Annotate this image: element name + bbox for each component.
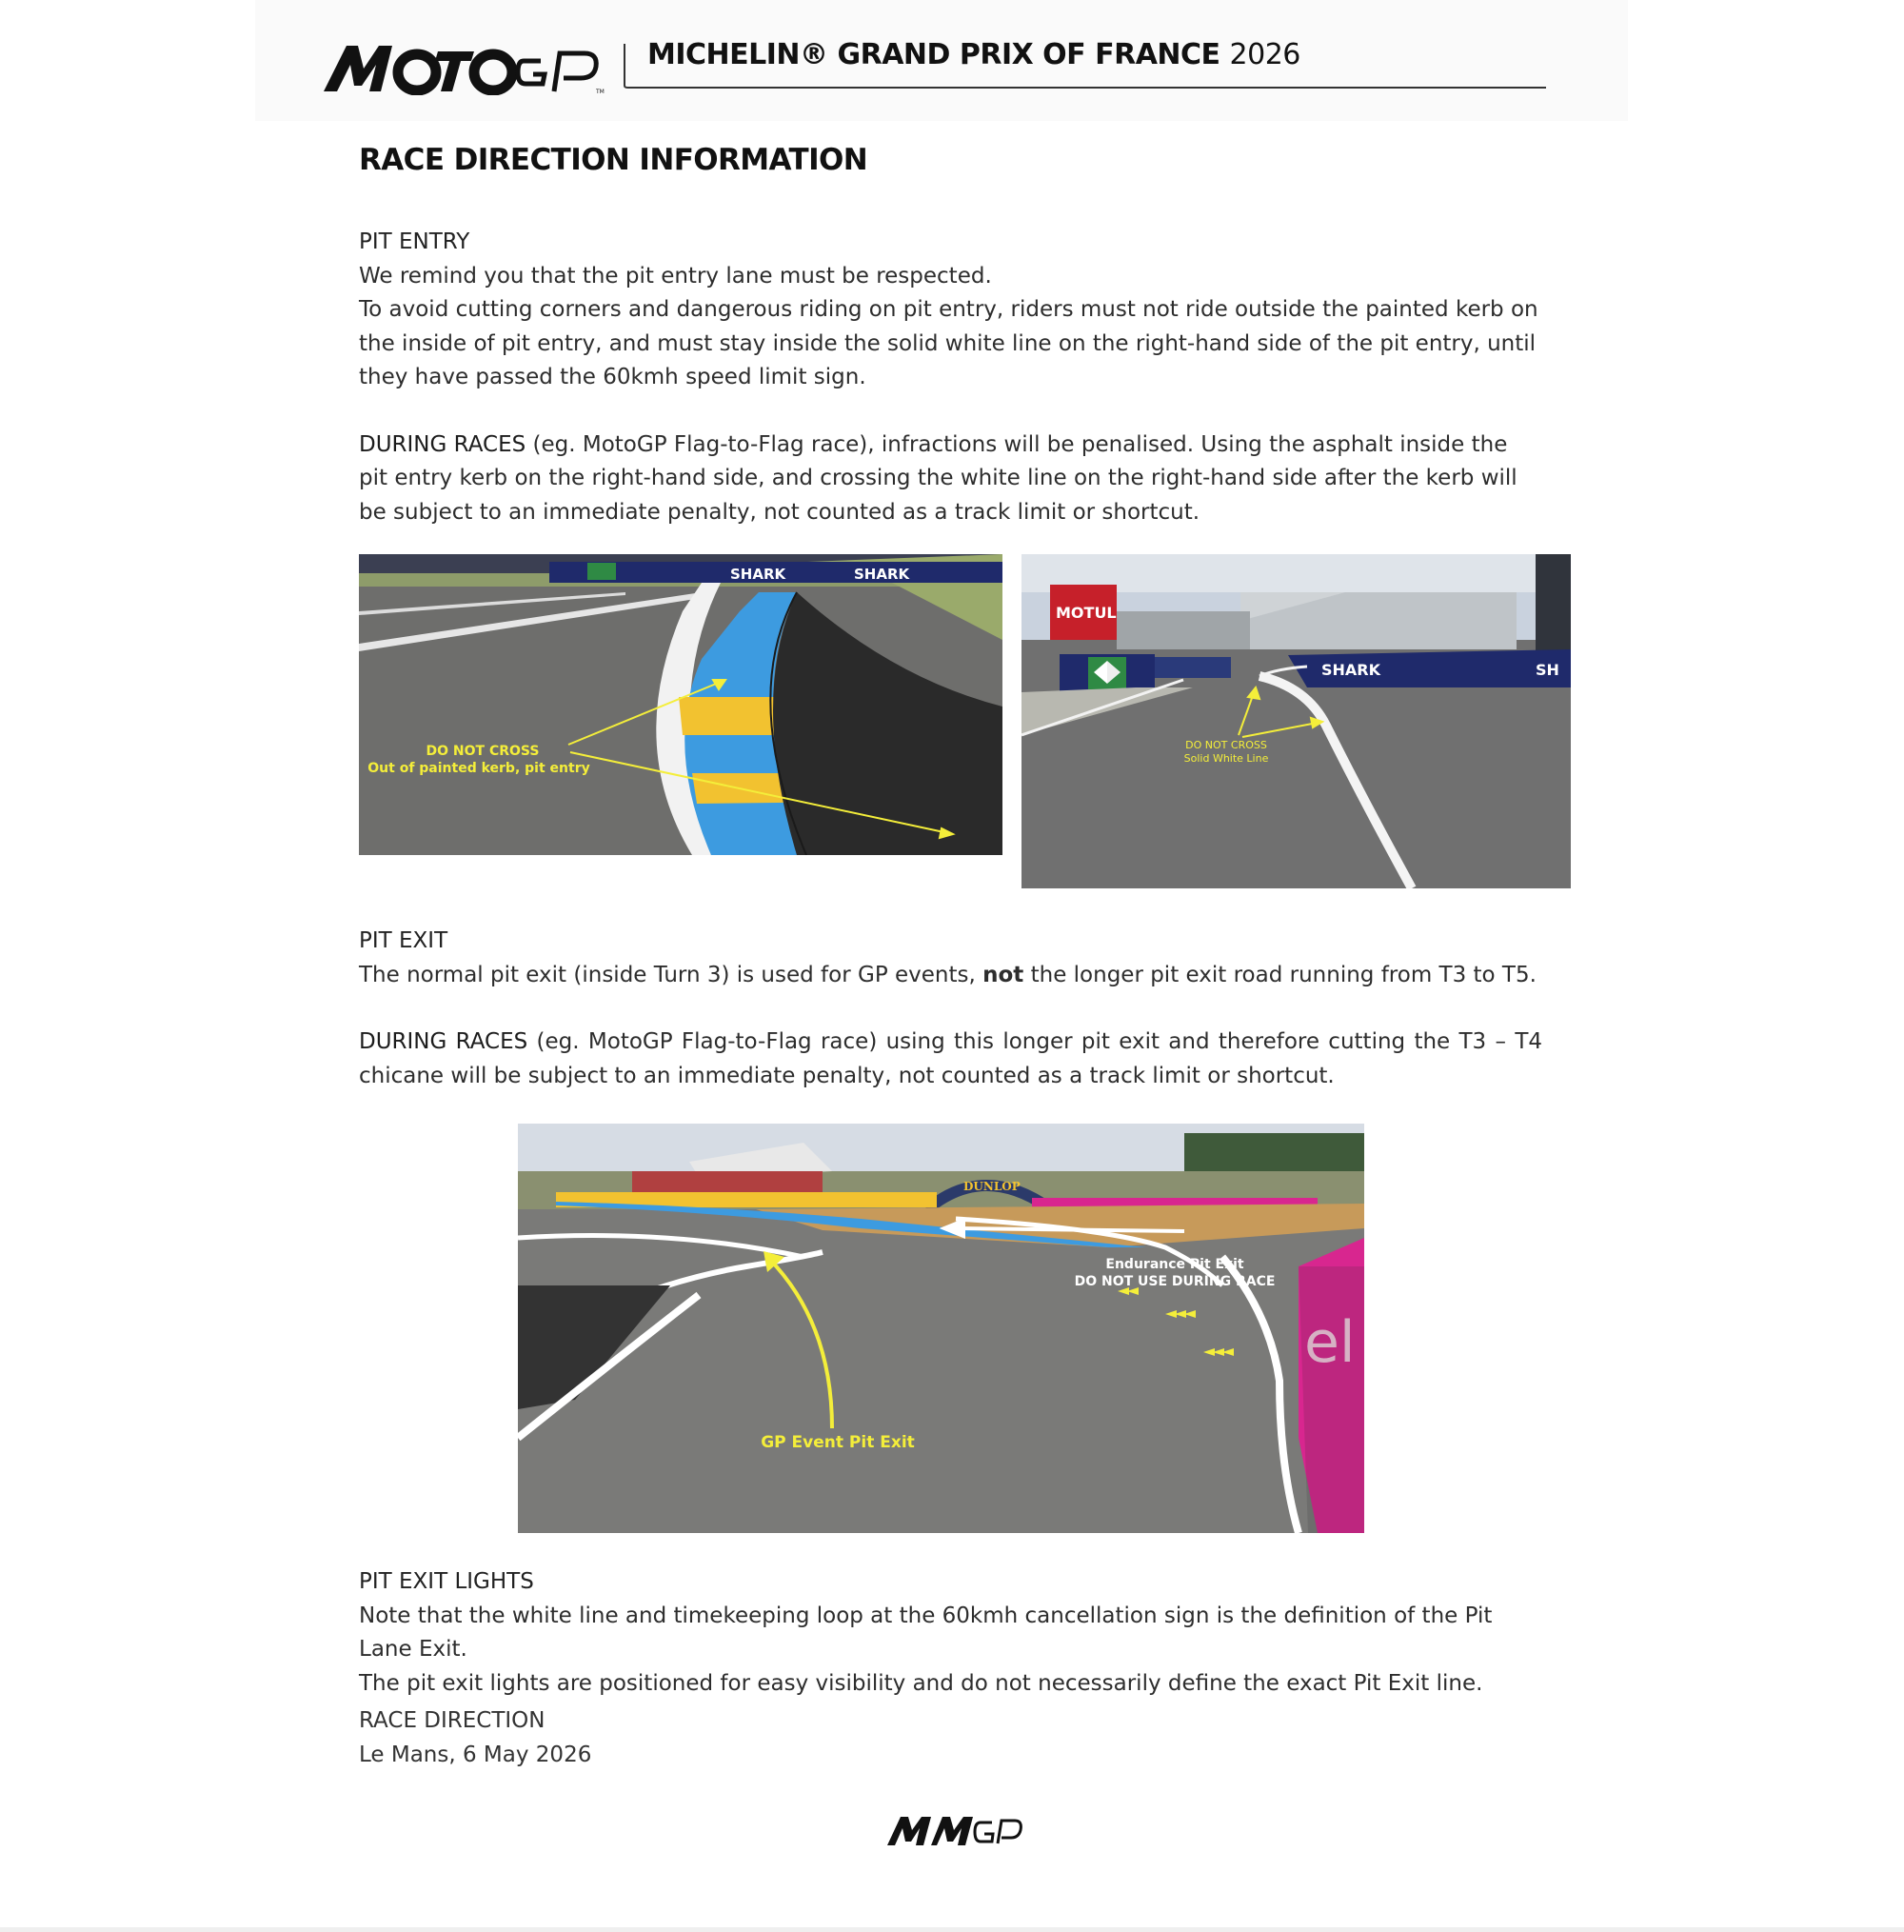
pit-exit-lights-line2: The pit exit lights are positioned for easy visibility and do not necessarily define the exact Pit Exit line. [359,1670,1483,1696]
photo3-gp-label: GP Event Pit Exit [761,1433,915,1452]
photo2-sponsor: MOTUL [1056,604,1117,622]
photo1-banner-1: SHARK [730,566,786,583]
pit-entry-whiteline-photo [1021,554,1571,888]
photo2-label2: Solid White Line [1183,752,1269,765]
pit-entry-races-text: (eg. MotoGP Flag-to-Flag race), infractions will be penalised. Using the asphalt inside the pit entry kerb on the right-hand side, and crossing the white line on the right-hand side after the kerb will be subject to an immediate penalty, not counted as a track limit or shortcut. [359,431,1517,525]
photo2-label1: DO NOT CROSS [1185,739,1267,751]
pit-exit-lights-section [359,1565,1542,1701]
bottom-strip [0,1927,1904,1932]
mgp-footer-logo [885,1813,1022,1847]
pit-entry-races-lead: DURING RACES [359,431,526,457]
pit-exit-text-before: The normal pit exit (inside Turn 3) is used for GP events, [359,962,983,987]
pit-exit-races-text: (eg. MotoGP Flag-to-Flag race) using this longer pit exit and therefore cutting the T3 – T4 chicane will be subject to an immediate penalty, not counted as a track limit or shortcut. [359,1029,1543,1088]
page-heading: RACE DIRECTION INFORMATION [359,143,868,177]
signoff [359,1704,591,1772]
signoff-place-date: Le Mans, 6 May 2026 [359,1742,592,1767]
pit-exit-races [359,1026,1542,1093]
motogp-logo [322,40,607,95]
pit-exit-section [359,925,1542,1093]
photo3-bridge: DUNLOP [963,1180,1021,1193]
pit-entry-line2: To avoid cutting corners and dangerous riding on pit entry, riders must not ride outside the painted kerb on the inside of pit entry, and must stay inside the solid white line on the right-hand side of the pit entry, until they have passed the 60kmh speed limit sign. [359,297,1538,389]
photo1-label2: Out of painted kerb, pit entry [367,761,590,776]
pit-entry-title: PIT ENTRY [359,229,470,254]
photo3-endurance2: DO NOT USE DURING RACE [1074,1274,1276,1289]
pit-exit-text-after: the longer pit exit road running from T3 to T5. [1023,962,1537,987]
pit-entry-line1: We remind you that the pit entry lane must be respected. [359,263,992,289]
event-year: 2026 [1229,38,1300,71]
pit-entry-section [359,226,1542,529]
photo1-label1: DO NOT CROSS [426,744,540,759]
svg-text:TM: TM [596,89,605,95]
photo3-endurance1: Endurance Pit Exit [1105,1257,1244,1272]
pit-entry-kerb-photo [359,554,1002,855]
photo2-banner-partial: SH [1536,661,1559,679]
event-name: MICHELIN® GRAND PRIX OF FRANCE [647,38,1220,71]
photo2-banner: SHARK [1321,661,1381,679]
photo3-sponsor-decor: el [1304,1309,1356,1376]
pit-exit-text [359,959,1542,993]
pit-exit-lights-title: PIT EXIT LIGHTS [359,1569,534,1594]
event-title [647,38,1300,71]
photo1-banner-2: SHARK [854,566,910,583]
pit-exit-races-lead: DURING RACES [359,1029,528,1054]
pit-exit-lights-line1: Note that the white line and timekeeping loop at the 60kmh cancellation sign is the definition of the Pit Lane Exit. [359,1603,1493,1662]
pit-entry-races [359,428,1542,530]
pit-exit-text-emph: not [982,962,1024,987]
signoff-org: RACE DIRECTION [359,1708,545,1733]
pit-exit-photo [518,1124,1364,1533]
pit-exit-title: PIT EXIT [359,928,448,953]
